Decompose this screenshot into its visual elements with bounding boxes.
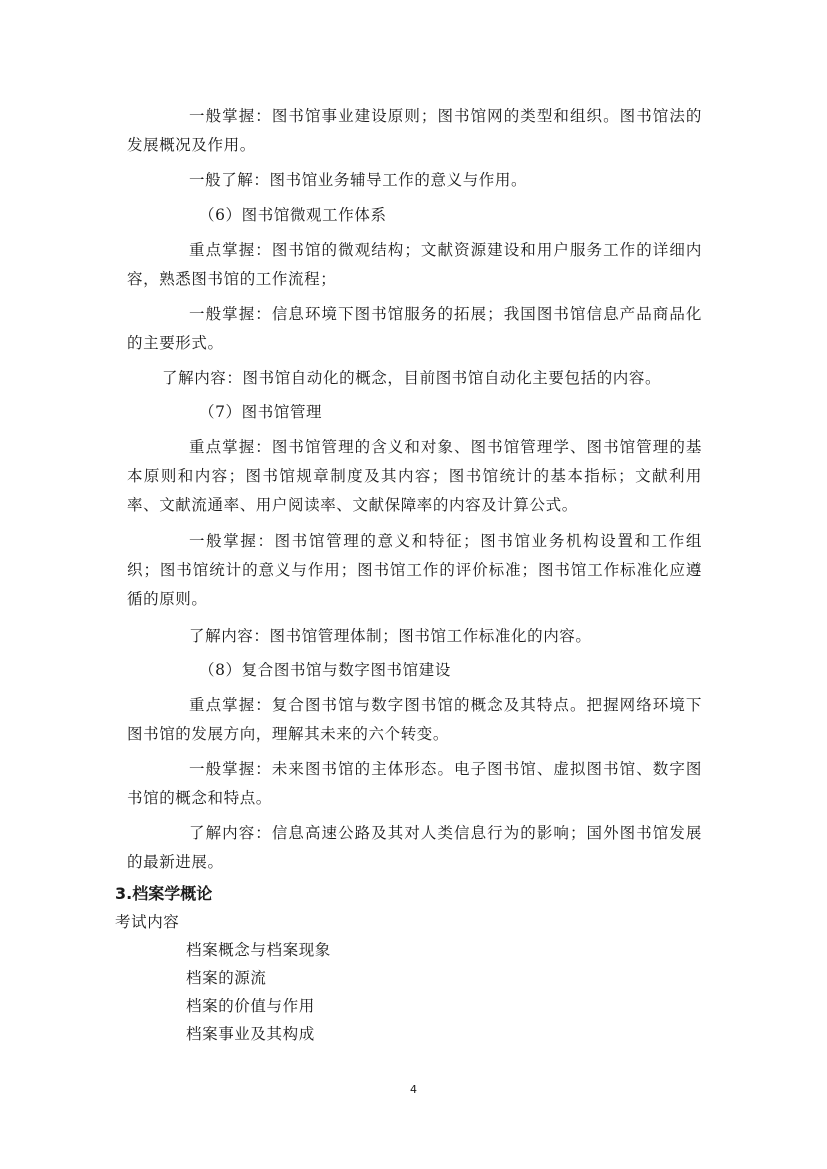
paragraph-understand-automation: 了解内容：图书馆自动化的概念，目前图书馆自动化主要包括的内容。 (162, 369, 662, 387)
paragraph-general-understanding-guidance: 一般了解：图书馆业务辅导工作的意义与作用。 (189, 171, 528, 189)
paragraph-general-mastery-service-expansion: 一般掌握：信息环境下图书馆服务的拓展；我国图书馆信息产品商品化的主要形式。 (127, 305, 702, 352)
subheading-hybrid-digital-library: （8）复合图书馆与数字图书馆建设 (199, 661, 451, 679)
paragraph-key-mastery-micro-structure: 重点掌握：图书馆的微观结构；文献资源建设和用户服务工作的详细内容，熟悉图书馆的工作流程； (127, 241, 702, 288)
paragraph-general-mastery-management: 一般掌握：图书馆管理的意义和特征；图书馆业务机构设置和工作组织；图书馆统计的意义与作用；图书馆工作的评价标准；图书馆工作标准化应遵循的原则。 (127, 532, 702, 608)
list-item: 档案概念与档案现象 (186, 941, 331, 959)
list-item: 档案事业及其构成 (186, 1025, 315, 1043)
paragraph-understand-information-highway: 了解内容：信息高速公路及其对人类信息行为的影响；国外图书馆发展的最新进展。 (127, 824, 702, 871)
paragraph-general-mastery-library-construction: 一般掌握：图书馆事业建设原则；图书馆网的类型和组织。图书馆法的发展概况及作用。 (127, 107, 702, 154)
paragraph-understand-management-system: 了解内容：图书馆管理体制；图书馆工作标准化的内容。 (189, 627, 592, 645)
paragraph-general-mastery-future-library: 一般掌握：未来图书馆的主体形态。电子图书馆、虚拟图书馆、数字图书馆的概念和特点。 (127, 760, 702, 807)
paragraph-key-mastery-management: 重点掌握：图书馆管理的含义和对象、图书馆管理学、图书馆管理的基本原则和内容；图书馆规章制度及其内容；图书馆统计的基本指标；文献利用率、文献流通率、用户阅读率、文献保障率的内容及计算公式。 (127, 438, 702, 514)
subheading-micro-work-system: （6）图书馆微观工作体系 (199, 206, 387, 224)
list-item: 档案的价值与作用 (186, 997, 315, 1015)
section-heading-archives: 3.档案学概论 (115, 884, 213, 903)
list-item: 档案的源流 (186, 969, 267, 987)
section-subheading-exam-content: 考试内容 (115, 913, 180, 931)
page-number: 4 (410, 1083, 417, 1096)
subheading-library-management: （7）图书馆管理 (199, 403, 323, 421)
paragraph-key-mastery-hybrid-library: 重点掌握：复合图书馆与数字图书馆的概念及其特点。把握网络环境下图书馆的发展方向，理解其未来的六个转变。 (127, 696, 702, 743)
